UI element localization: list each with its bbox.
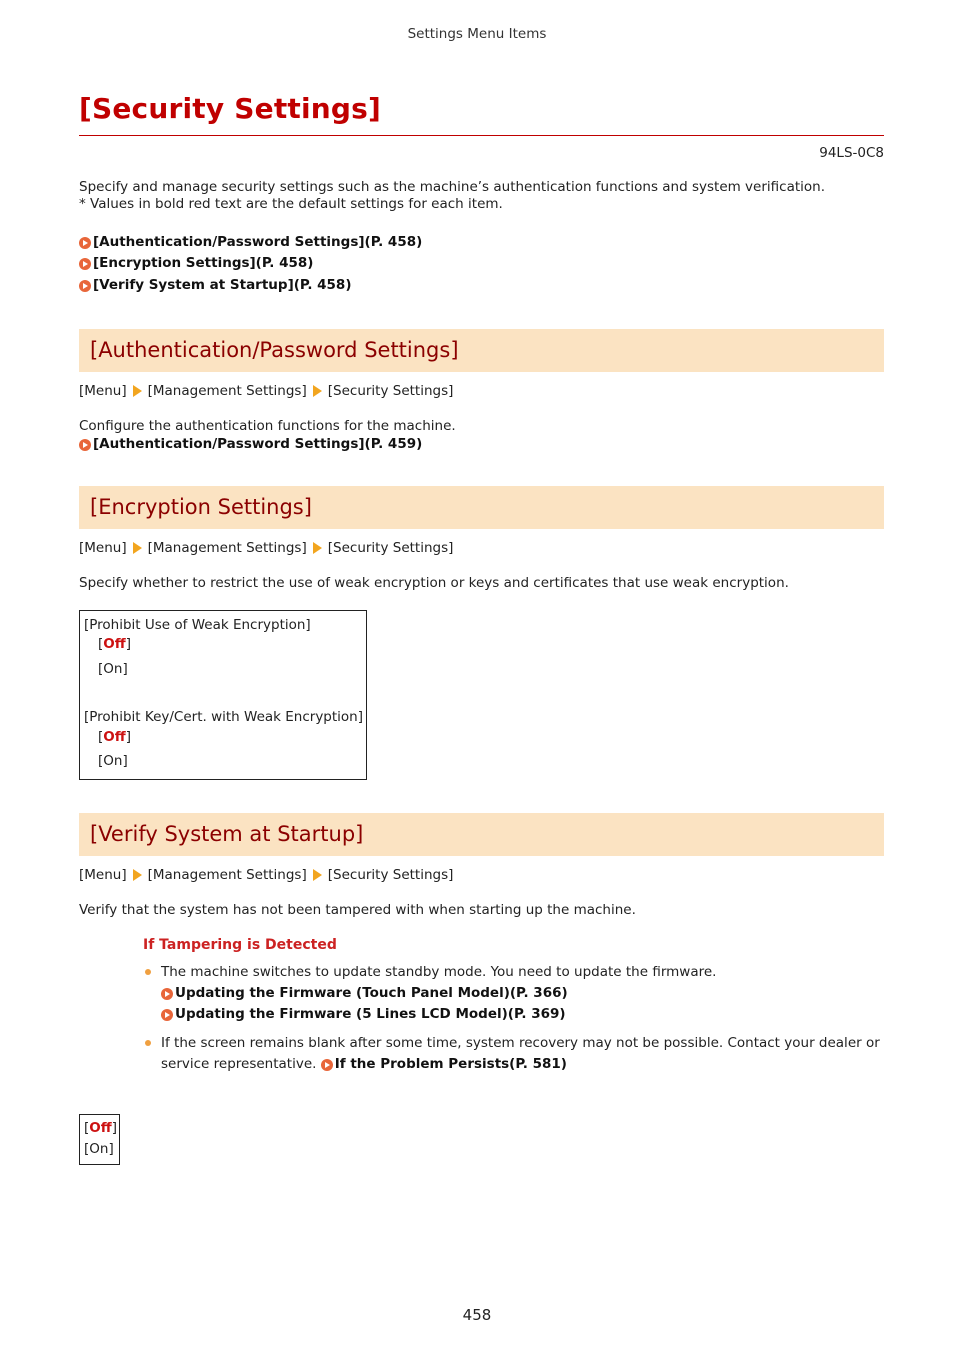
option-value-on: [On] bbox=[98, 753, 128, 769]
toc-link-label: [Authentication/Password Settings](P. 458) bbox=[93, 234, 423, 250]
link-firmware-lcd[interactable] bbox=[161, 1004, 883, 1025]
doc-code: 94LS-0C8 bbox=[819, 145, 884, 161]
option-item-weak-encryption: [Prohibit Use of Weak Encryption] bbox=[84, 617, 311, 633]
title-rule bbox=[79, 135, 884, 136]
link-problem-persists[interactable] bbox=[321, 1054, 567, 1075]
triangle-right-icon bbox=[313, 385, 322, 397]
breadcrumb-management: [Management Settings] bbox=[147, 867, 307, 883]
link-label: If the Problem Persists(P. 581) bbox=[334, 1056, 567, 1072]
breadcrumb-auth bbox=[79, 383, 453, 399]
triangle-right-icon bbox=[313, 869, 322, 881]
circle-arrow-icon bbox=[79, 237, 91, 249]
toc-link-label: [Encryption Settings](P. 458) bbox=[93, 255, 314, 271]
page-number: 458 bbox=[462, 1306, 492, 1324]
bracket-close: ] bbox=[111, 1120, 117, 1136]
link-label: Updating the Firmware (5 Lines LCD Model)(P. 369) bbox=[175, 1006, 566, 1022]
circle-arrow-icon bbox=[79, 439, 91, 451]
bracket-open: [ bbox=[98, 636, 104, 652]
circle-arrow-icon bbox=[161, 1009, 173, 1021]
option-value-off-default bbox=[98, 636, 131, 652]
toc-link-encryption[interactable] bbox=[79, 255, 313, 272]
breadcrumb-menu: [Menu] bbox=[79, 540, 127, 556]
option-value-on: [On] bbox=[98, 661, 128, 677]
section-auth-header bbox=[79, 329, 884, 372]
intro-text bbox=[79, 179, 825, 213]
breadcrumb-security: [Security Settings] bbox=[327, 540, 454, 556]
default-off-label: Off bbox=[103, 729, 126, 745]
breadcrumb-menu: [Menu] bbox=[79, 383, 127, 399]
triangle-right-icon bbox=[313, 542, 322, 554]
option-value-off-default bbox=[84, 1120, 117, 1136]
auth-link-label: [Authentication/Password Settings](P. 459) bbox=[93, 436, 423, 452]
auth-link[interactable] bbox=[79, 436, 422, 453]
verify-options-box bbox=[79, 1114, 120, 1165]
breadcrumb-menu: [Menu] bbox=[79, 867, 127, 883]
toc-link-label: [Verify System at Startup](P. 458) bbox=[93, 277, 352, 293]
triangle-right-icon bbox=[133, 869, 142, 881]
link-firmware-touch[interactable] bbox=[161, 983, 883, 1004]
bracket-close: ] bbox=[125, 729, 131, 745]
bullet-text: If the screen remains blank after some time, system recovery may not be possible. Contact your dealer or service representative. bbox=[161, 1035, 880, 1072]
page-title: [Security Settings] bbox=[79, 92, 382, 125]
triangle-right-icon bbox=[133, 542, 142, 554]
section-encryption-heading: [Encryption Settings] bbox=[90, 495, 312, 519]
encryption-options-box bbox=[79, 610, 367, 780]
bullet-update-standby bbox=[161, 962, 883, 1025]
section-verify-heading: [Verify System at Startup] bbox=[90, 822, 364, 846]
default-off-label: Off bbox=[89, 1120, 112, 1136]
intro-line-1: Specify and manage security settings such as the machine’s authentication functions and system verification. bbox=[79, 179, 826, 195]
default-off-label: Off bbox=[103, 636, 126, 652]
bracket-close: ] bbox=[125, 636, 131, 652]
bullet-screen-blank bbox=[161, 1033, 883, 1075]
option-item-weak-keycert: [Prohibit Key/Cert. with Weak Encryption] bbox=[84, 709, 363, 725]
option-value-off-default bbox=[98, 729, 131, 745]
circle-arrow-icon bbox=[321, 1059, 333, 1071]
intro-line-2: * Values in bold red text are the default settings for each item. bbox=[79, 196, 503, 212]
bracket-open: [ bbox=[84, 1120, 90, 1136]
tampering-subheading: If Tampering is Detected bbox=[143, 937, 337, 953]
verify-description: Verify that the system has not been tampered with when starting up the machine. bbox=[79, 902, 636, 918]
encryption-description: Specify whether to restrict the use of weak encryption or keys and certificates that use weak encryption. bbox=[79, 575, 789, 591]
section-auth-heading: [Authentication/Password Settings] bbox=[90, 338, 459, 362]
breadcrumb-verify bbox=[79, 867, 453, 883]
link-label: Updating the Firmware (Touch Panel Model)(P. 366) bbox=[175, 985, 568, 1001]
circle-arrow-icon bbox=[79, 258, 91, 270]
toc-link-auth[interactable] bbox=[79, 234, 422, 251]
circle-arrow-icon bbox=[79, 280, 91, 292]
breadcrumb-management: [Management Settings] bbox=[147, 383, 307, 399]
circle-arrow-icon bbox=[161, 988, 173, 1000]
breadcrumb-security: [Security Settings] bbox=[327, 383, 454, 399]
triangle-right-icon bbox=[133, 385, 142, 397]
section-verify-header bbox=[79, 813, 884, 856]
breadcrumb-management: [Management Settings] bbox=[147, 540, 307, 556]
bracket-open: [ bbox=[98, 729, 104, 745]
breadcrumb-security: [Security Settings] bbox=[327, 867, 454, 883]
section-encryption-header bbox=[79, 486, 884, 529]
toc-link-verify[interactable] bbox=[79, 277, 352, 294]
option-value-on: [On] bbox=[84, 1141, 114, 1157]
bullet-text: The machine switches to update standby mode. You need to update the firmware. bbox=[161, 964, 717, 980]
running-head: Settings Menu Items bbox=[407, 26, 547, 42]
breadcrumb-encryption bbox=[79, 540, 453, 556]
auth-description: Configure the authentication functions for the machine. bbox=[79, 418, 456, 434]
